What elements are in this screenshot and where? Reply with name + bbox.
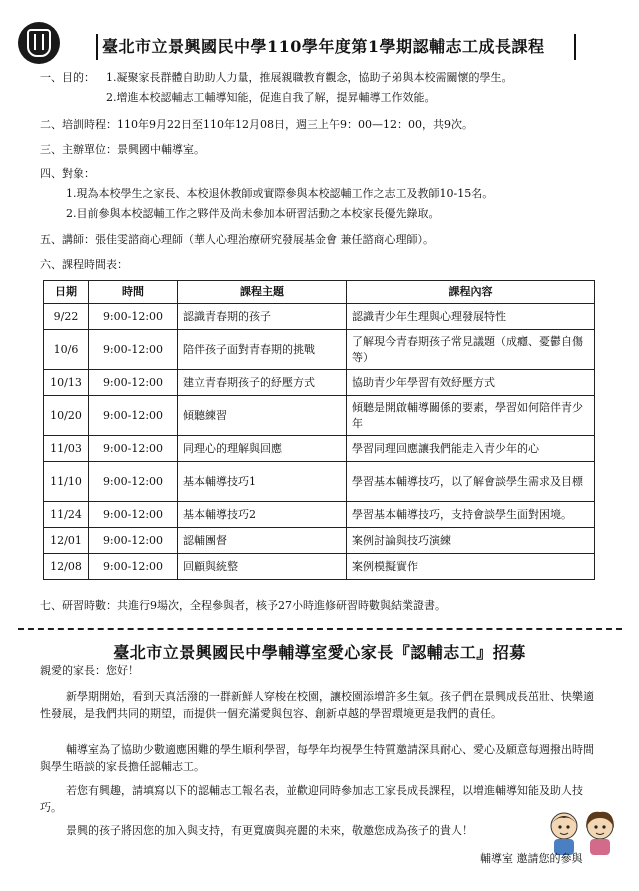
row-time: 9:00-12:00 <box>89 370 178 396</box>
row-content: 協助青少年學習有效紓壓方式 <box>347 370 595 396</box>
row-time: 9:00-12:00 <box>89 304 178 330</box>
row-time: 9:00-12:00 <box>89 554 178 580</box>
row-content: 傾聽是開啟輔導關係的要素，學習如何陪伴青少年 <box>347 396 595 436</box>
cut-line-divider <box>18 628 622 630</box>
schedule-label: 六、課程時間表： <box>40 258 128 271</box>
recruit-title: 臺北市立景興國民中學輔導室愛心家長『認輔志工』招募 <box>113 643 526 662</box>
row-content: 了解現今青春期孩子常見議題（成癮、憂鬱自傷等） <box>347 330 595 370</box>
table-row <box>44 330 595 370</box>
recruit-paragraph-2: 輔導室為了協助少數適應困難的學生順利學習，每學年均視學生特質邀請深具耐心、愛心及願意每週撥出時間與學生晤談的家長擔任認輔志工。 <box>40 743 594 773</box>
row-topic: 同理心的理解與回應 <box>178 436 347 462</box>
purpose-label: 一、目的： <box>40 71 95 84</box>
header-date: 日期 <box>44 281 89 304</box>
row-content: 案例討論與技巧演練 <box>347 528 595 554</box>
row-time: 9:00-12:00 <box>89 330 178 370</box>
table-row <box>44 502 595 528</box>
row-time: 9:00-12:00 <box>89 502 178 528</box>
header-time: 時間 <box>89 281 178 304</box>
row-topic: 認輔團督 <box>178 528 347 554</box>
row-topic: 基本輔導技巧2 <box>178 502 347 528</box>
lecturer-line: 五、講師：張佳雯諮商心理師（華人心理治療研究發展基金會 兼任諮商心理師）。 <box>40 233 434 246</box>
row-content: 學習同理回應讓我們能走入青少年的心 <box>347 436 595 462</box>
row-topic: 建立青春期孩子的紓壓方式 <box>178 370 347 396</box>
row-topic: 基本輔導技巧1 <box>178 462 347 502</box>
row-content: 學習基本輔導技巧，支持會談學生面對困境。 <box>347 502 595 528</box>
purpose-item-2: 2.增進本校認輔志工輔導知能，促進自我了解，提昇輔導工作效能。 <box>106 91 436 104</box>
table-row <box>44 370 595 396</box>
row-content: 案例模擬實作 <box>347 554 595 580</box>
school-emblem-icon <box>18 22 60 64</box>
organizer-line: 三、主辦單位：景興國中輔導室。 <box>40 143 205 156</box>
page-title: 臺北市立景興國民中學110學年度第1學期認輔志工成長課程 <box>96 34 576 60</box>
signature: 輔導室 邀請您的參與 <box>480 852 583 865</box>
table-row <box>44 554 595 580</box>
row-time: 9:00-12:00 <box>89 396 178 436</box>
target-label: 四、對象： <box>40 167 95 180</box>
recruit-paragraph-1: 新學期開始，看到天真活潑的一群新鮮人穿梭在校園，讓校園添增許多生氣。孩子們在景興成長茁壯、快樂適性發展，是我們共同的期望，而提供一個充滿愛與包容、創新卓越的學習環境更是我們的責任。 <box>40 690 594 720</box>
row-date: 12/01 <box>44 528 89 554</box>
row-date: 11/10 <box>44 462 89 502</box>
greeting: 親愛的家長：您好！ <box>40 664 139 677</box>
table-row <box>44 396 595 436</box>
recruit-paragraph-4: 景興的孩子將因您的加入與支持，有更寬廣與亮麗的未來，敬邀您成為孩子的貴人！ <box>66 824 473 837</box>
table-row <box>44 436 595 462</box>
row-date: 9/22 <box>44 304 89 330</box>
header-topic: 課程主題 <box>178 281 347 304</box>
table-row <box>44 528 595 554</box>
row-date: 10/6 <box>44 330 89 370</box>
target-item-2: 2.目前參與本校認輔工作之夥伴及尚未參加本研習活動之本校家長優先錄取。 <box>66 207 440 220</box>
row-content: 學習基本輔導技巧，以了解會談學生需求及目標 <box>347 462 595 502</box>
row-time: 9:00-12:00 <box>89 528 178 554</box>
row-date: 12/08 <box>44 554 89 580</box>
recruit-paragraph-3: 若您有興趣，請填寫以下的認輔志工報名表，並歡迎同時參加志工家長成長課程，以增進輔導知能及助人技巧。 <box>40 784 583 814</box>
row-time: 9:00-12:00 <box>89 436 178 462</box>
row-content: 認識青少年生理與心理發展特性 <box>347 304 595 330</box>
target-item-1: 1.現為本校學生之家長、本校退休教師或實際參與本校認輔工作之志工及教師10-15名。 <box>66 187 494 200</box>
row-date: 11/24 <box>44 502 89 528</box>
schedule-table <box>43 280 595 580</box>
row-date: 10/20 <box>44 396 89 436</box>
row-time: 9:00-12:00 <box>89 462 178 502</box>
table-row <box>44 304 595 330</box>
duration-line: 二、培訓時程：110年9月22日至110年12月08日，週三上午9：00—12：00，共9次。 <box>40 118 473 131</box>
row-date: 10/13 <box>44 370 89 396</box>
purpose-item-1: 1.凝聚家長群體自助助人力量，推展親職教育觀念，協助子弟與本校需關懷的學生。 <box>106 71 513 84</box>
row-topic: 陪伴孩子面對青春期的挑戰 <box>178 330 347 370</box>
row-topic: 認識青春期的孩子 <box>178 304 347 330</box>
row-topic: 回顧與統整 <box>178 554 347 580</box>
row-date: 11/03 <box>44 436 89 462</box>
table-header-row <box>44 281 595 304</box>
cartoon-kids-icon <box>540 808 626 856</box>
hours-line: 七、研習時數：共進行9場次，全程參與者，核予27小時進修研習時數與結業證書。 <box>40 599 446 612</box>
table-row <box>44 462 595 502</box>
row-topic: 傾聽練習 <box>178 396 347 436</box>
header-content: 課程內容 <box>347 281 595 304</box>
